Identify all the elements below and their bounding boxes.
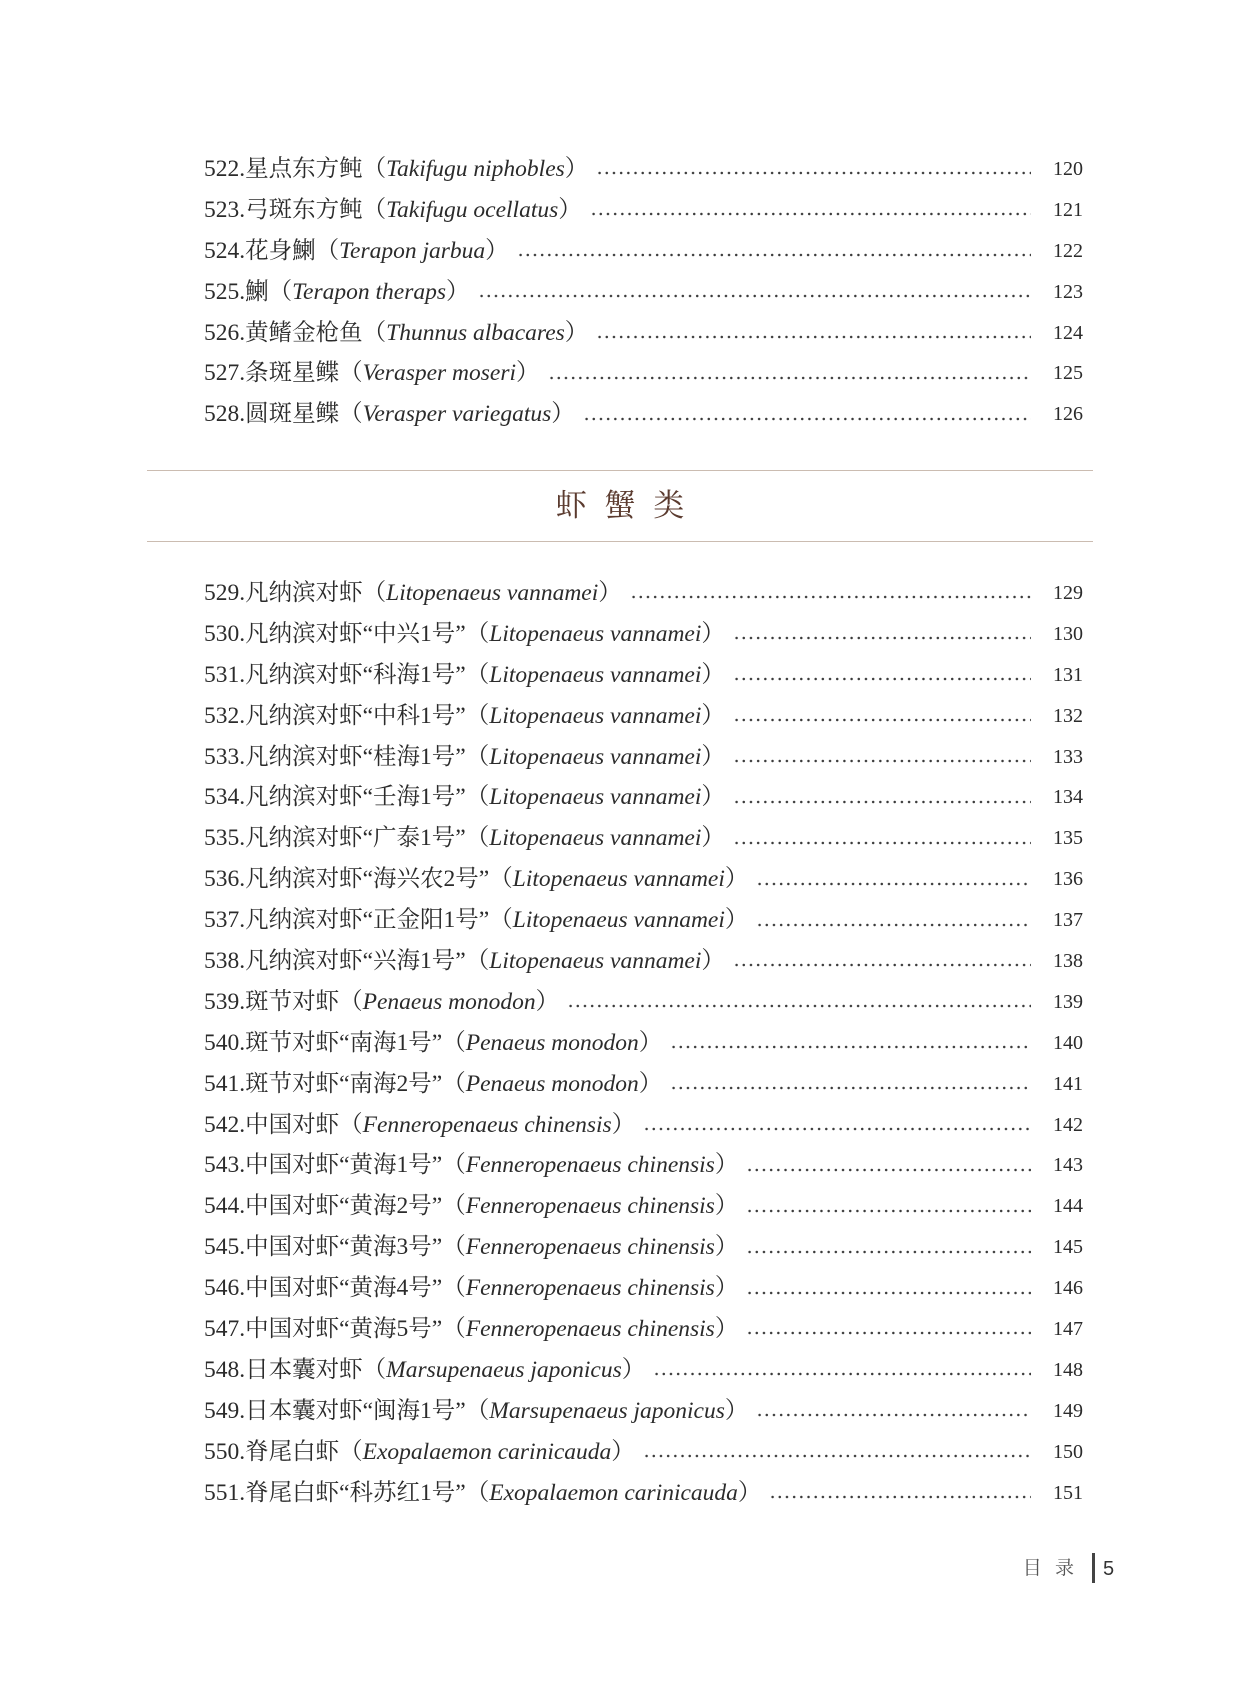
toc-entry — [204, 272, 1083, 313]
entry-number: 529. — [204, 580, 246, 606]
entry-latin-name: Penaeus monodon — [362, 988, 536, 1015]
entry-paren-open: （ — [465, 1479, 490, 1506]
toc-entry — [204, 1105, 1083, 1146]
entry-chinese-name: 日本囊对虾 — [245, 1356, 363, 1383]
entry-paren-open: （ — [489, 866, 513, 893]
entry-number: 537. — [204, 907, 246, 934]
entry-page-number: 149 — [1053, 1399, 1083, 1422]
entry-paren-open: （ — [268, 278, 293, 305]
leader-dots — [733, 737, 1031, 778]
toc-entry — [204, 231, 1083, 272]
entry-number: 545. — [204, 1234, 246, 1261]
leader-dots — [733, 614, 1031, 655]
entry-number: 547. — [204, 1316, 246, 1343]
entry-paren-close: ） — [714, 1275, 739, 1302]
entry-paren-open: （ — [442, 1275, 466, 1302]
entry-number: 538. — [204, 948, 246, 975]
entry-latin-name: Penaeus monodon — [465, 1029, 639, 1056]
entry-latin-name: Takifugu niphobles — [386, 156, 565, 182]
entry-paren-close: ） — [701, 661, 725, 688]
entry-chinese-name: 中国对虾“黄海4号” — [245, 1275, 443, 1302]
entry-paren-open: （ — [339, 1111, 363, 1138]
entry-paren-open: （ — [442, 1070, 466, 1097]
entry-chinese-name: 花身鯻 — [245, 237, 316, 264]
entry-paren-open: （ — [465, 620, 490, 647]
entry-paren-open: （ — [362, 580, 387, 606]
entry-latin-name: Litopenaeus vannamei — [386, 580, 599, 606]
entry-paren-open: （ — [339, 1438, 363, 1465]
entry-page-number: 124 — [1053, 321, 1083, 344]
entry-number: 541. — [204, 1070, 246, 1097]
entry-chinese-name: 凡纳滨对虾“广泰1号” — [245, 825, 466, 852]
entry-chinese-name: 凡纳滨对虾“中科1号” — [245, 702, 466, 729]
toc-entry — [204, 573, 1083, 614]
entry-page-number: 151 — [1053, 1481, 1083, 1504]
entry-number: 534. — [204, 784, 246, 811]
entry-chinese-name: 中国对虾“黄海1号” — [245, 1152, 443, 1179]
entry-chinese-name: 斑节对虾“南海2号” — [245, 1070, 443, 1097]
leader-dots — [733, 777, 1031, 818]
entry-chinese-name: 凡纳滨对虾 — [245, 580, 363, 606]
toc-entry — [204, 1023, 1083, 1064]
footer-divider-bar — [1092, 1553, 1095, 1583]
entry-latin-name: Fenneropenaeus chinensis — [465, 1234, 715, 1261]
entry-number: 539. — [204, 988, 246, 1015]
leader-dots — [653, 1350, 1031, 1391]
entry-paren-open: （ — [465, 743, 490, 770]
entry-page-number: 146 — [1053, 1277, 1083, 1300]
toc-entry — [204, 900, 1083, 941]
entry-paren-open: （ — [339, 360, 363, 387]
entry-latin-name: Fenneropenaeus chinensis — [465, 1193, 715, 1220]
entry-page-number: 142 — [1053, 1113, 1083, 1136]
entry-chinese-name: 日本囊对虾“闽海1号” — [245, 1397, 466, 1424]
entry-chinese-name: 凡纳滨对虾“正金阳1号” — [245, 907, 490, 934]
entry-latin-name: Fenneropenaeus chinensis — [465, 1152, 715, 1179]
entry-chinese-name: 脊尾白虾 — [245, 1438, 340, 1465]
entry-paren-close: ） — [611, 1111, 636, 1138]
entry-chinese-name: 凡纳滨对虾“壬海1号” — [245, 784, 466, 811]
entry-chinese-name: 脊尾白虾“科苏红1号” — [245, 1479, 466, 1506]
toc-list-shrimp-crab — [204, 573, 1083, 1513]
entry-paren-close: ） — [516, 360, 540, 387]
toc-entry — [204, 859, 1083, 900]
entry-latin-name: Litopenaeus vannamei — [489, 743, 702, 770]
leader-dots — [733, 655, 1031, 696]
entry-paren-close: ） — [535, 988, 560, 1015]
entry-latin-name: Verasper moseri — [362, 360, 517, 387]
leader-dots — [746, 1309, 1031, 1350]
entry-latin-name: Terapon theraps — [292, 278, 446, 305]
entry-paren-open: （ — [465, 948, 490, 975]
entry-paren-close: ） — [598, 580, 622, 606]
entry-paren-close: ） — [701, 784, 725, 811]
leader-dots — [670, 1064, 1031, 1105]
entry-paren-open: （ — [362, 319, 387, 346]
entry-paren-open: （ — [339, 988, 363, 1015]
toc-entry — [204, 1268, 1083, 1309]
toc-entry — [204, 655, 1083, 696]
entry-paren-close: ） — [621, 1356, 646, 1383]
entry-chinese-name: 凡纳滨对虾“兴海1号” — [245, 948, 466, 975]
entry-number: 525. — [204, 278, 246, 305]
leader-dots — [478, 272, 1032, 313]
entry-latin-name: Litopenaeus vannamei — [512, 866, 725, 893]
entry-number: 544. — [204, 1193, 246, 1220]
entry-number: 540. — [204, 1029, 246, 1056]
leader-dots — [769, 1473, 1031, 1514]
leader-dots — [583, 394, 1031, 435]
leader-dots — [746, 1145, 1031, 1186]
toc-entry — [204, 1145, 1083, 1186]
entry-chinese-name: 中国对虾“黄海5号” — [245, 1316, 443, 1343]
toc-entry — [204, 353, 1083, 394]
leader-dots — [746, 1227, 1031, 1268]
toc-list-continued — [204, 149, 1083, 435]
entry-paren-close: ） — [701, 702, 725, 729]
entry-latin-name: Litopenaeus vannamei — [489, 620, 702, 647]
entry-page-number: 122 — [1053, 239, 1083, 262]
entry-paren-close: ） — [551, 401, 575, 428]
entry-paren-close: ） — [724, 1397, 749, 1424]
toc-entry — [204, 1309, 1083, 1350]
entry-number: 527. — [204, 360, 246, 387]
entry-latin-name: Litopenaeus vannamei — [489, 702, 702, 729]
entry-latin-name: Litopenaeus vannamei — [489, 948, 702, 975]
entry-latin-name: Marsupenaeus japonicus — [489, 1397, 725, 1424]
entry-latin-name: Fenneropenaeus chinensis — [465, 1316, 715, 1343]
entry-paren-close: ） — [638, 1029, 663, 1056]
entry-paren-close: ） — [701, 620, 725, 647]
entry-number: 524. — [204, 237, 246, 264]
entry-page-number: 121 — [1053, 198, 1083, 221]
entry-chinese-name: 斑节对虾“南海1号” — [245, 1029, 443, 1056]
leader-dots — [733, 818, 1031, 859]
entry-chinese-name: 中国对虾 — [245, 1111, 340, 1138]
entry-chinese-name: 黄鳍金枪鱼 — [245, 319, 363, 346]
entry-page-number: 130 — [1053, 622, 1083, 645]
leader-dots — [643, 1432, 1031, 1473]
leader-dots — [596, 149, 1031, 190]
entry-latin-name: Exopalaemon carinicauda — [362, 1438, 612, 1465]
entry-paren-close: ） — [701, 743, 725, 770]
entry-paren-close: ） — [737, 1479, 762, 1506]
toc-entry — [204, 982, 1083, 1023]
entry-number: 546. — [204, 1275, 246, 1302]
entry-paren-close: ） — [701, 825, 725, 852]
entry-chinese-name: 条斑星鲽 — [245, 360, 340, 387]
entry-paren-open: （ — [465, 1397, 490, 1424]
toc-entry — [204, 1350, 1083, 1391]
entry-page-number: 138 — [1053, 950, 1083, 973]
entry-paren-open: （ — [442, 1193, 466, 1220]
entry-paren-open: （ — [362, 1356, 387, 1383]
entry-number: 548. — [204, 1356, 246, 1383]
leader-dots — [630, 573, 1031, 614]
entry-paren-open: （ — [315, 237, 340, 264]
entry-paren-open: （ — [442, 1029, 466, 1056]
entry-latin-name: Litopenaeus vannamei — [512, 907, 725, 934]
entry-chinese-name: 凡纳滨对虾“桂海1号” — [245, 743, 466, 770]
leader-dots — [590, 190, 1031, 231]
entry-number: 551. — [204, 1479, 246, 1506]
toc-entry — [204, 941, 1083, 982]
entry-number: 542. — [204, 1111, 246, 1138]
entry-number: 523. — [204, 196, 246, 223]
entry-page-number: 147 — [1053, 1318, 1083, 1341]
entry-paren-close: ） — [564, 319, 589, 346]
toc-entry — [204, 1391, 1083, 1432]
entry-latin-name: Exopalaemon carinicauda — [489, 1479, 738, 1506]
section-rule-top — [147, 470, 1093, 471]
entry-paren-open: （ — [442, 1316, 466, 1343]
entry-number: 550. — [204, 1438, 246, 1465]
entry-paren-close: ） — [714, 1316, 739, 1343]
entry-page-number: 126 — [1053, 403, 1083, 426]
leader-dots — [756, 900, 1031, 941]
entry-paren-close: ） — [446, 278, 470, 305]
entry-paren-close: ） — [714, 1193, 739, 1220]
entry-page-number: 144 — [1053, 1195, 1083, 1218]
toc-entry — [204, 1432, 1083, 1473]
entry-paren-open: （ — [442, 1152, 466, 1179]
entry-page-number: 129 — [1053, 582, 1083, 604]
entry-number: 531. — [204, 661, 246, 688]
leader-dots — [567, 982, 1031, 1023]
entry-paren-close: ） — [558, 196, 582, 223]
entry-page-number: 141 — [1053, 1072, 1083, 1095]
leader-dots — [643, 1105, 1031, 1146]
toc-entry — [204, 190, 1083, 231]
footer-section-label: 目 录 — [1022, 1558, 1078, 1579]
toc-entry — [204, 1473, 1083, 1514]
entry-latin-name: Takifugu ocellatus — [386, 196, 559, 223]
entry-latin-name: Verasper variegatus — [362, 401, 552, 428]
entry-number: 549. — [204, 1397, 246, 1424]
footer-page-number: 5 — [1103, 1558, 1115, 1580]
entry-paren-close: ） — [714, 1234, 739, 1261]
entry-latin-name: Litopenaeus vannamei — [489, 825, 702, 852]
entry-paren-open: （ — [442, 1234, 466, 1261]
entry-paren-open: （ — [465, 825, 490, 852]
leader-dots — [733, 941, 1031, 982]
entry-chinese-name: 凡纳滨对虾“科海1号” — [245, 661, 466, 688]
entry-latin-name: Terapon jarbua — [339, 237, 486, 264]
entry-number: 543. — [204, 1152, 246, 1179]
entry-chinese-name: 凡纳滨对虾“海兴农2号” — [245, 866, 490, 893]
section-rule-bottom — [147, 541, 1093, 542]
entry-chinese-name: 凡纳滨对虾“中兴1号” — [245, 620, 466, 647]
toc-entry — [204, 696, 1083, 737]
entry-page-number: 143 — [1053, 1154, 1083, 1177]
toc-entry — [204, 394, 1083, 435]
entry-paren-open: （ — [465, 661, 490, 688]
entry-page-number: 136 — [1053, 868, 1083, 891]
entry-paren-close: ） — [701, 948, 725, 975]
entry-page-number: 123 — [1053, 280, 1083, 303]
entry-number: 536. — [204, 866, 246, 893]
entry-paren-close: ） — [638, 1070, 663, 1097]
leader-dots — [733, 696, 1031, 737]
entry-page-number: 139 — [1053, 990, 1083, 1013]
entry-latin-name: Penaeus monodon — [465, 1070, 639, 1097]
entry-latin-name: Litopenaeus vannamei — [489, 661, 702, 688]
entry-paren-open: （ — [339, 401, 363, 428]
leader-dots — [746, 1186, 1031, 1227]
leader-dots — [670, 1023, 1031, 1064]
entry-chinese-name: 中国对虾“黄海2号” — [245, 1193, 443, 1220]
leader-dots — [746, 1268, 1031, 1309]
entry-page-number: 135 — [1053, 827, 1083, 850]
entry-paren-open: （ — [465, 784, 490, 811]
entry-paren-open: （ — [362, 156, 387, 182]
entry-page-number: 132 — [1053, 704, 1083, 727]
entry-chinese-name: 中国对虾“黄海3号” — [245, 1234, 443, 1261]
entry-paren-close: ） — [724, 907, 749, 934]
entry-page-number: 140 — [1053, 1031, 1083, 1054]
entry-chinese-name: 弓斑东方鲀 — [245, 196, 363, 223]
toc-entry — [204, 313, 1083, 354]
entry-latin-name: Marsupenaeus japonicus — [386, 1356, 622, 1383]
toc-entry — [204, 149, 1083, 190]
toc-entry — [204, 1186, 1083, 1227]
entry-number: 522. — [204, 156, 246, 182]
entry-page-number: 120 — [1053, 158, 1083, 180]
toc-entry — [204, 1227, 1083, 1268]
entry-latin-name: Thunnus albacares — [386, 319, 565, 346]
toc-entry — [204, 777, 1083, 818]
entry-page-number: 137 — [1053, 909, 1083, 932]
entry-paren-open: （ — [465, 702, 490, 729]
leader-dots — [596, 313, 1031, 354]
entry-number: 526. — [204, 319, 246, 346]
entry-latin-name: Fenneropenaeus chinensis — [465, 1275, 715, 1302]
entry-page-number: 125 — [1053, 362, 1083, 385]
leader-dots — [517, 231, 1031, 272]
entry-chinese-name: 鯻 — [245, 278, 269, 305]
entry-chinese-name: 斑节对虾 — [245, 988, 340, 1015]
entry-page-number: 148 — [1053, 1358, 1083, 1381]
entry-paren-open: （ — [362, 196, 387, 223]
entry-paren-close: ） — [564, 156, 589, 182]
entry-page-number: 145 — [1053, 1236, 1083, 1259]
entry-number: 528. — [204, 401, 246, 428]
entry-paren-close: ） — [714, 1152, 739, 1179]
entry-paren-open: （ — [489, 907, 513, 934]
entry-page-number: 150 — [1053, 1440, 1083, 1463]
leader-dots — [548, 353, 1031, 394]
entry-number: 533. — [204, 743, 246, 770]
entry-latin-name: Litopenaeus vannamei — [489, 784, 702, 811]
section-heading: 虾 蟹 类 — [555, 488, 690, 523]
entry-chinese-name: 圆斑星鲽 — [245, 401, 340, 428]
entry-page-number: 134 — [1053, 786, 1083, 809]
entry-page-number: 133 — [1053, 745, 1083, 768]
entry-paren-close: ） — [611, 1438, 635, 1465]
toc-entry — [204, 614, 1083, 655]
entry-latin-name: Fenneropenaeus chinensis — [362, 1111, 612, 1138]
entry-number: 535. — [204, 825, 246, 852]
entry-number: 530. — [204, 620, 246, 647]
entry-paren-close: ） — [485, 237, 509, 264]
entry-number: 532. — [204, 702, 246, 729]
entry-page-number: 131 — [1053, 663, 1083, 686]
entry-paren-close: ） — [724, 866, 749, 893]
toc-entry — [204, 818, 1083, 859]
leader-dots — [756, 1391, 1031, 1432]
toc-entry — [204, 1064, 1083, 1105]
entry-chinese-name: 星点东方鲀 — [245, 156, 363, 182]
toc-entry — [204, 737, 1083, 778]
leader-dots — [756, 859, 1031, 900]
